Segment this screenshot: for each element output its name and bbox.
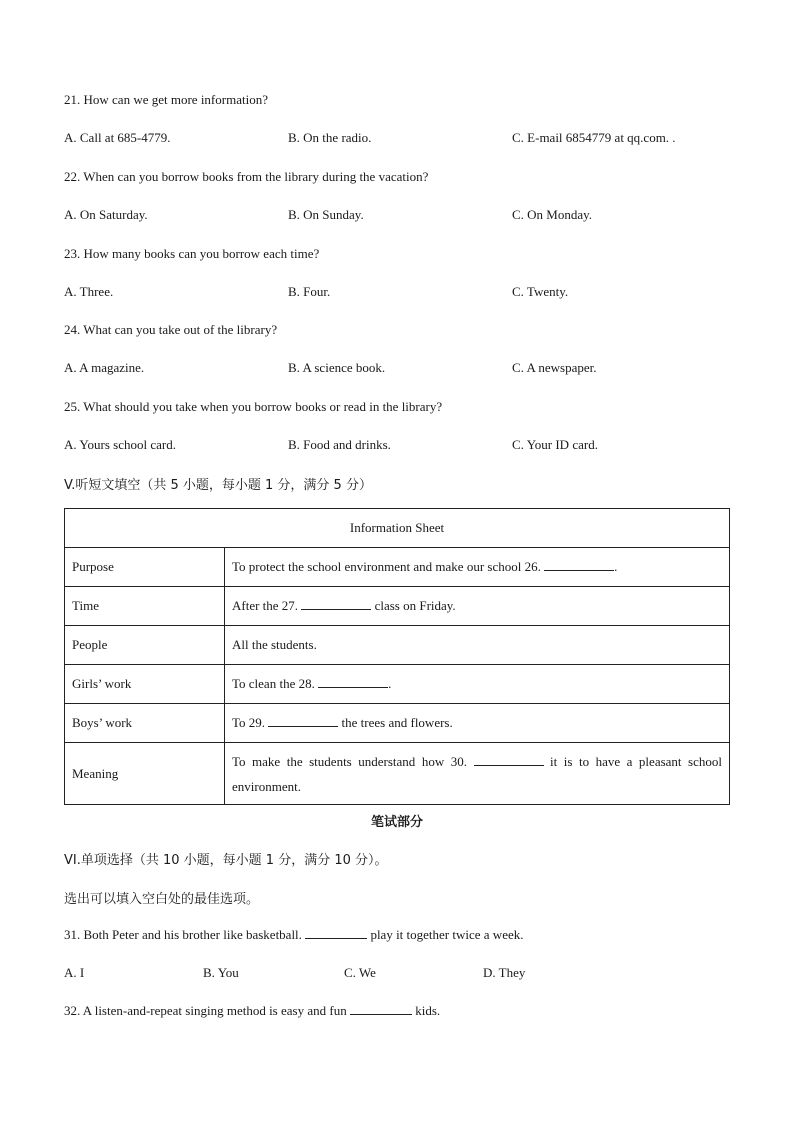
row-label: Boys’ work [65, 704, 225, 743]
row-value: To 29. the trees and flowers. [225, 704, 730, 743]
row-label: Time [65, 587, 225, 626]
answer-blank-29[interactable] [268, 715, 338, 727]
option-a: A. On Saturday. [64, 207, 148, 222]
option-b: B. You [203, 965, 239, 980]
row-value: To clean the 28. . [225, 665, 730, 704]
row-value: After the 27. class on Friday. [225, 587, 730, 626]
options-21 [0, 130, 794, 148]
option-c: C. Your ID card. [512, 437, 598, 452]
row-label: People [65, 626, 225, 665]
option-c: C. E-mail 6854779 at qq.com. . [512, 130, 676, 145]
row-value: To make the students understand how 30. it is to have a pleasant school environment. [225, 743, 730, 805]
option-a: A. Yours school card. [64, 437, 176, 452]
option-b: B. On Sunday. [288, 207, 364, 222]
table-row [65, 509, 730, 548]
answer-blank-31[interactable] [305, 927, 367, 939]
options-22 [0, 207, 794, 225]
answer-blank-32[interactable] [350, 1003, 412, 1015]
row-value: To protect the school environment and make our school 26. . [225, 548, 730, 587]
sheet-title: Information Sheet [65, 509, 730, 548]
option-a: A. A magazine. [64, 360, 145, 375]
row-label: Girls’ work [65, 665, 225, 704]
option-b: B. A science book. [288, 360, 386, 375]
question-31: 31. Both Peter and his brother like basketball. play it together twice a week. [64, 927, 524, 942]
section-5-heading: V.听短文填空（共 5 小题，每小题 1 分，满分 5 分） [64, 478, 372, 493]
option-c: C. On Monday. [512, 207, 593, 222]
question-22: 22. When can you borrow books from the library during the vacation? [64, 169, 429, 184]
question-21: 21. How can we get more information? [64, 92, 268, 107]
written-part-title: 笔试部分 [370, 815, 423, 830]
answer-blank-30[interactable] [474, 754, 544, 766]
table-row [65, 743, 730, 805]
option-b: B. Four. [288, 284, 331, 299]
option-d: D. They [483, 965, 526, 980]
answer-blank-27[interactable] [301, 598, 371, 610]
row-label: Purpose [65, 548, 225, 587]
table-row [65, 626, 730, 665]
row-label: Meaning [65, 743, 225, 805]
question-25: 25. What should you take when you borrow books or read in the library? [64, 399, 443, 414]
option-b: B. Food and drinks. [288, 437, 391, 452]
question-32: 32. A listen-and-repeat singing method is easy and fun kids. [64, 1003, 441, 1018]
table-row [65, 587, 730, 626]
option-c: C. A newspaper. [512, 360, 597, 375]
option-b: B. On the radio. [288, 130, 372, 145]
section-6-heading: VI.单项选择（共 10 小题，每小题 1 分，满分 10 分）。 [64, 853, 388, 868]
answer-blank-28[interactable] [318, 676, 388, 688]
table-row [65, 704, 730, 743]
option-c: C. Twenty. [512, 284, 569, 299]
option-a: A. Three. [64, 284, 114, 299]
options-23 [0, 284, 794, 302]
question-23: 23. How many books can you borrow each time? [64, 246, 320, 261]
option-c: C. We [344, 965, 376, 980]
information-sheet [64, 508, 730, 805]
table-row [65, 665, 730, 704]
row-value: All the students. [225, 626, 730, 665]
option-a: A. I [64, 965, 85, 980]
option-a: A. Call at 685-4779. [64, 130, 171, 145]
question-24: 24. What can you take out of the library? [64, 322, 278, 337]
options-24 [0, 360, 794, 378]
answer-blank-26[interactable] [544, 559, 614, 571]
table-row [65, 548, 730, 587]
section-6-instruction: 选出可以填入空白处的最佳选项。 [64, 892, 260, 907]
options-25 [0, 437, 794, 455]
options-31 [0, 965, 794, 983]
